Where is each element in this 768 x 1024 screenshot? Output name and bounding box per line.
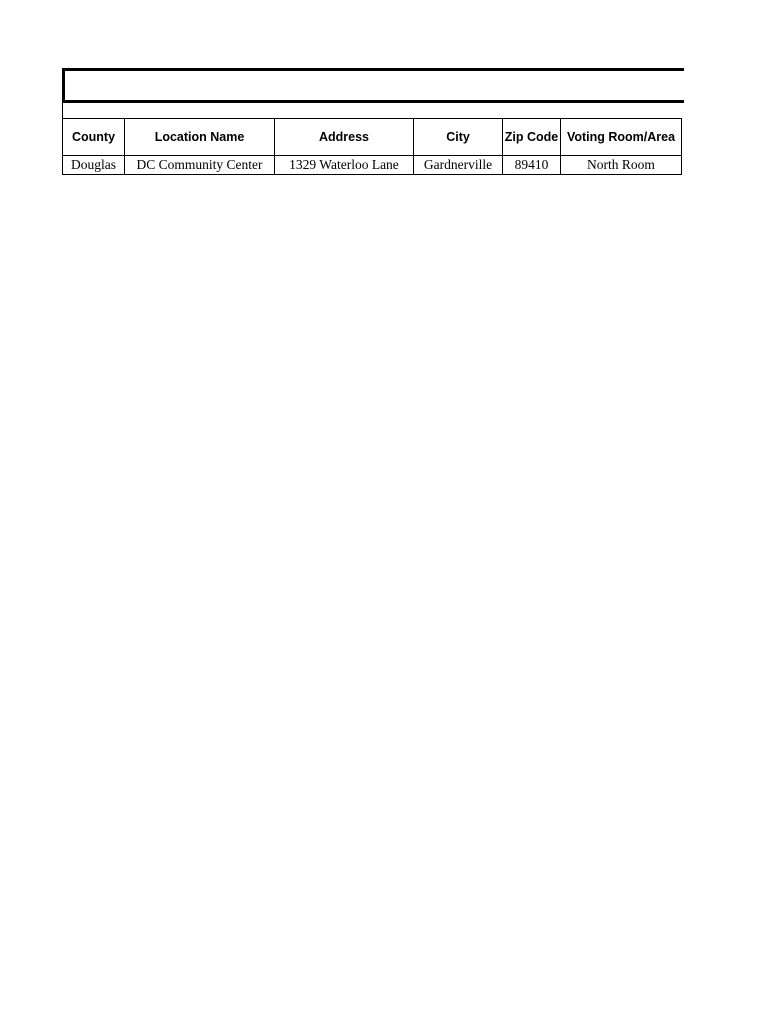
cell-voting-room: North Room xyxy=(561,156,682,175)
column-header-voting-room: Voting Room/Area xyxy=(561,119,682,156)
table-header-row xyxy=(63,119,682,156)
column-header-county: County xyxy=(63,119,125,156)
polling-locations-table xyxy=(62,118,682,175)
column-header-address: Address xyxy=(275,119,414,156)
cell-zip-code: 89410 xyxy=(503,156,561,175)
column-header-location-name: Location Name xyxy=(125,119,275,156)
column-header-zip-code: Zip Code xyxy=(503,119,561,156)
cell-city: Gardnerville xyxy=(414,156,503,175)
title-cell xyxy=(62,68,684,103)
cell-location-name: DC Community Center xyxy=(125,156,275,175)
column-header-city: City xyxy=(414,119,503,156)
cell-address: 1329 Waterloo Lane xyxy=(275,156,414,175)
table-row xyxy=(63,156,682,175)
spacer-row xyxy=(62,101,682,118)
cell-county: Douglas xyxy=(63,156,125,175)
